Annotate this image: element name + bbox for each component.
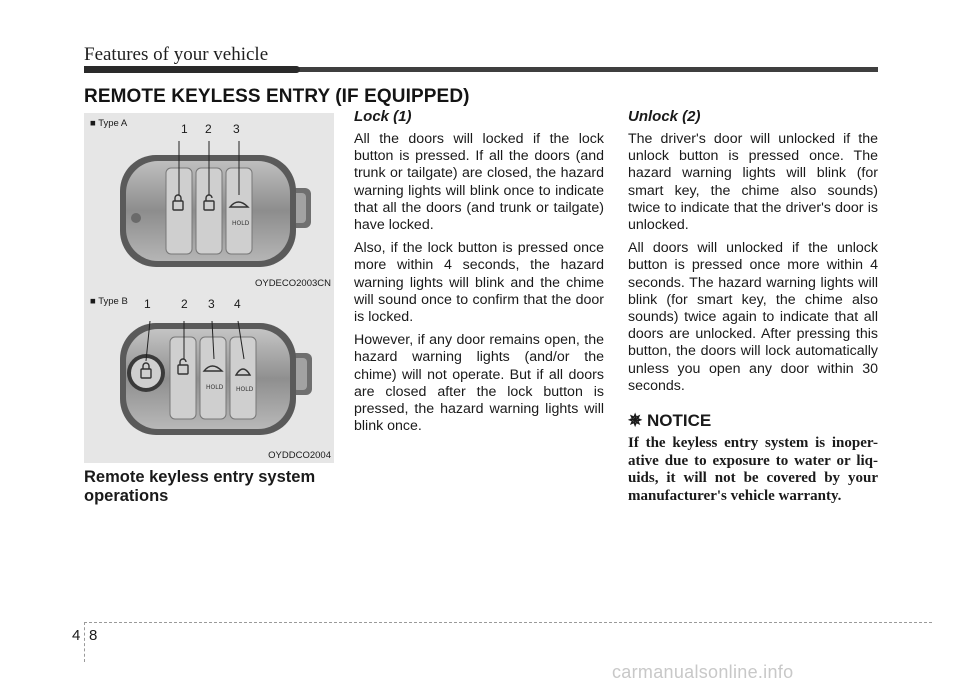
watermark: carmanualsonline.info <box>612 662 794 682</box>
unlock-section <box>628 108 878 505</box>
key-fob-type-a-illustration <box>84 113 334 291</box>
lock-heading: Lock (1) <box>354 108 412 125</box>
unlock-paragraph-1: The driver's door will unlocked if the unlock button is pressed once. The hazard warning lights will blink (for smart key, the chime also sounds) twice to indicate that the driver's door is unlocked. <box>628 131 878 234</box>
lock-paragraph-2: Also, if the lock button is pressed once more within 4 seconds, the hazard warning lights will blink and the chime will sound once to confirm that the door is locked. <box>354 240 604 326</box>
notice-body: If the keyless entry system is inoper-ative due to exposure to water or liq-uids, it will not be covered by your manufacturer's vehicle warranty. <box>628 435 878 504</box>
running-header: Features of your vehicle <box>84 44 269 65</box>
type-a-label: ■ Type A <box>90 118 128 129</box>
callout-2: 2 <box>205 122 212 136</box>
svg-text:HOLD: HOLD <box>206 384 224 391</box>
callout-2: 2 <box>181 297 188 311</box>
figure-caption: Remote keyless entry system operations <box>84 468 316 505</box>
figure-code-b: OYDDCO2004 <box>268 450 331 461</box>
callout-4: 4 <box>234 297 241 311</box>
lock-paragraph-3: However, if any door remains open, the hazard warning lights (and/or the chime) will not operate. But if all doors are closed after the lock button is pressed, the hazard warning lights will blink once. <box>354 332 604 435</box>
svg-text:HOLD: HOLD <box>232 220 250 227</box>
callout-1: 1 <box>181 122 188 136</box>
unlock-heading: Unlock (2) <box>628 108 701 125</box>
callout-3: 3 <box>233 122 240 136</box>
page-number: 8 <box>89 627 98 644</box>
figure-type-a <box>84 113 334 291</box>
callout-1: 1 <box>144 297 151 311</box>
type-b-label: ■ Type B <box>90 296 128 307</box>
key-fob-type-b-illustration <box>84 291 334 463</box>
chapter-number: 4 <box>72 627 81 644</box>
unlock-paragraph-2: All doors will unlocked if the unlock button is pressed once more within 4 seconds. The hazard warning lights will blink (for smart key, the chime also sounds) twice again to indicate that all doors are unlocked. After pressing this button, the doors will lock automatically unless you open any door within 30 seconds. <box>628 240 878 394</box>
notice-heading: ✵ NOTICE <box>628 411 712 431</box>
figure-type-b <box>84 291 334 463</box>
callout-3: 3 <box>208 297 215 311</box>
section-heading: REMOTE KEYLESS ENTRY (IF EQUIPPED) <box>84 86 470 107</box>
svg-text:HOLD: HOLD <box>236 386 254 393</box>
lock-section <box>354 108 604 441</box>
figure-code-a: OYDECO2003CN <box>254 278 331 289</box>
lock-paragraph-1: All the doors will locked if the lock button is pressed. If all the doors (and trunk or tailgate) are closed, the hazard warning lights will blink once to indicate that all the doors (and trunk or tailgate) have locked. <box>354 131 604 234</box>
footer-divider <box>84 622 85 662</box>
footer-rule <box>84 622 932 623</box>
header-rule-accent <box>84 66 300 73</box>
